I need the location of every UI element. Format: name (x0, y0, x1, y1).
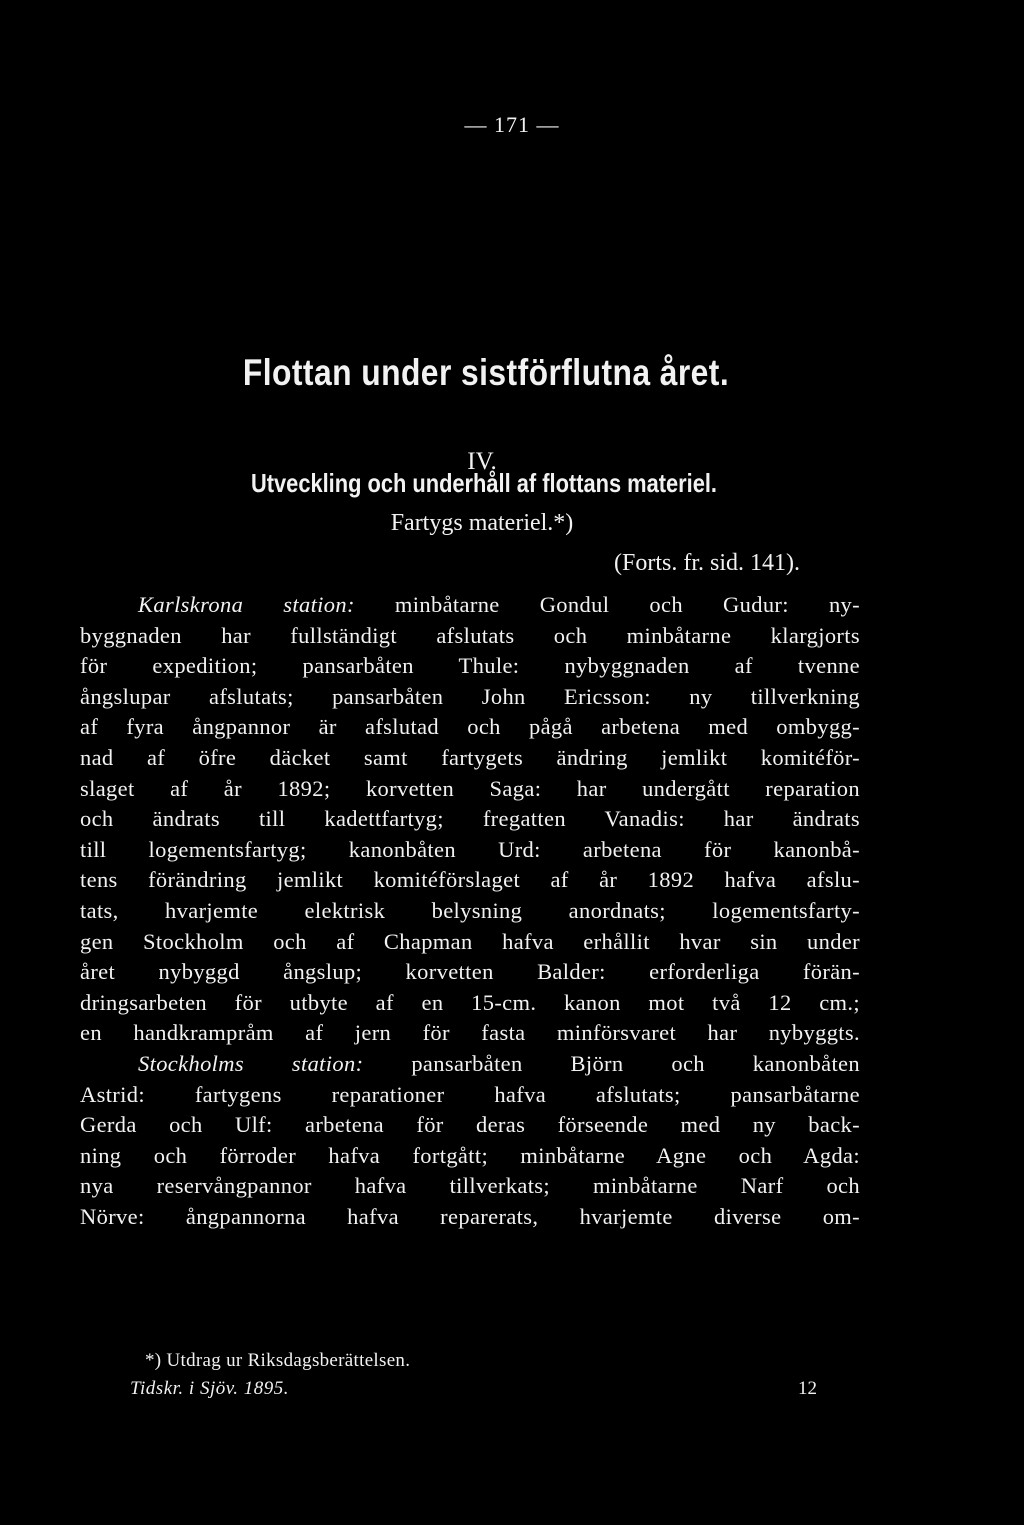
body-line: Nörve: ångpannorna hafva reparerats, hvarjemte diverse om- (80, 1203, 860, 1229)
body-line: ning och förroder hafva fortgått; minbåtarne Agne och Agda: (80, 1142, 860, 1168)
body-line (80, 590, 860, 621)
body-line: för expedition; pansarbåten Thule: nybyggnaden af tvenne (80, 653, 860, 679)
body-line: till logementsfartyg; kanonbåten Urd: arbetena för kanonbå- (80, 836, 860, 862)
body-line: tens förändring jemlikt komitéförslaget af år 1892 hafva afslu- (80, 867, 860, 893)
station-label: Karlskrona station: (138, 592, 355, 617)
body-line: Gerda och Ulf: arbetena för deras förseende med ny back- (80, 1112, 860, 1138)
station-label: Stockholms station: (138, 1050, 364, 1076)
body-line: och ändrats till kadettfartyg; fregatten Vanadis: har ändrats (80, 806, 860, 832)
line-text: minbåtarne Gondul och Gudur: ny- (394, 592, 860, 617)
body-line: gen Stockholm och af Chapman hafva erhållit hvar sin under (80, 928, 860, 954)
signature-mark: 12 (798, 1378, 817, 1399)
part-number: IV. (467, 448, 497, 475)
body-text (80, 590, 860, 1232)
article-title: Flottan under sistförflutna året. (242, 352, 730, 393)
body-line: en handkrampråm af jern för fasta minförsvaret har nybyggts. (80, 1020, 860, 1046)
footnote: *) Utdrag ur Riksdagsberättelsen. (145, 1350, 411, 1371)
line-text: pansarbåten Björn och kanonbåten (411, 1050, 860, 1076)
journal-reference: Tidskr. i Sjöv. 1895. (130, 1378, 289, 1399)
continuation-note: (Forts. fr. sid. 141). (614, 550, 800, 576)
body-line: dringsarbeten för utbyte af en 15-cm. kanon mot två 12 cm.; (80, 989, 860, 1015)
article-subtitle: Utveckling och underhåll af flottans materiel. (250, 468, 718, 498)
body-line: nad af öfre däcket samt fartygets ändring jemlikt komitéför- (80, 744, 860, 770)
body-line: nya reservångpannor hafva tillverkats; minbåtarne Narf och (80, 1173, 860, 1199)
page-number: — 171 — (464, 112, 560, 137)
body-line (80, 1049, 860, 1080)
body-line: tats, hvarjemte elektrisk belysning anordnats; logementsfarty- (80, 897, 860, 923)
body-line: byggnaden har fullständigt afslutats och minbåtarne klargjorts (80, 622, 860, 648)
body-line: af fyra ångpannor är afslutad och pågå arbetena med ombygg- (80, 714, 860, 740)
body-line: året nybyggd ångslup; korvetten Balder: erforderliga förän- (80, 959, 860, 985)
body-line: ångslupar afslutats; pansarbåten John Ericsson: ny tillverkning (80, 683, 860, 709)
body-line: Astrid: fartygens reparationer hafva afslutats; pansarbåtarne (80, 1081, 860, 1107)
section-title: Fartygs materiel.*) (390, 510, 574, 536)
body-line: slaget af år 1892; korvetten Saga: har undergått reparation (80, 775, 860, 801)
